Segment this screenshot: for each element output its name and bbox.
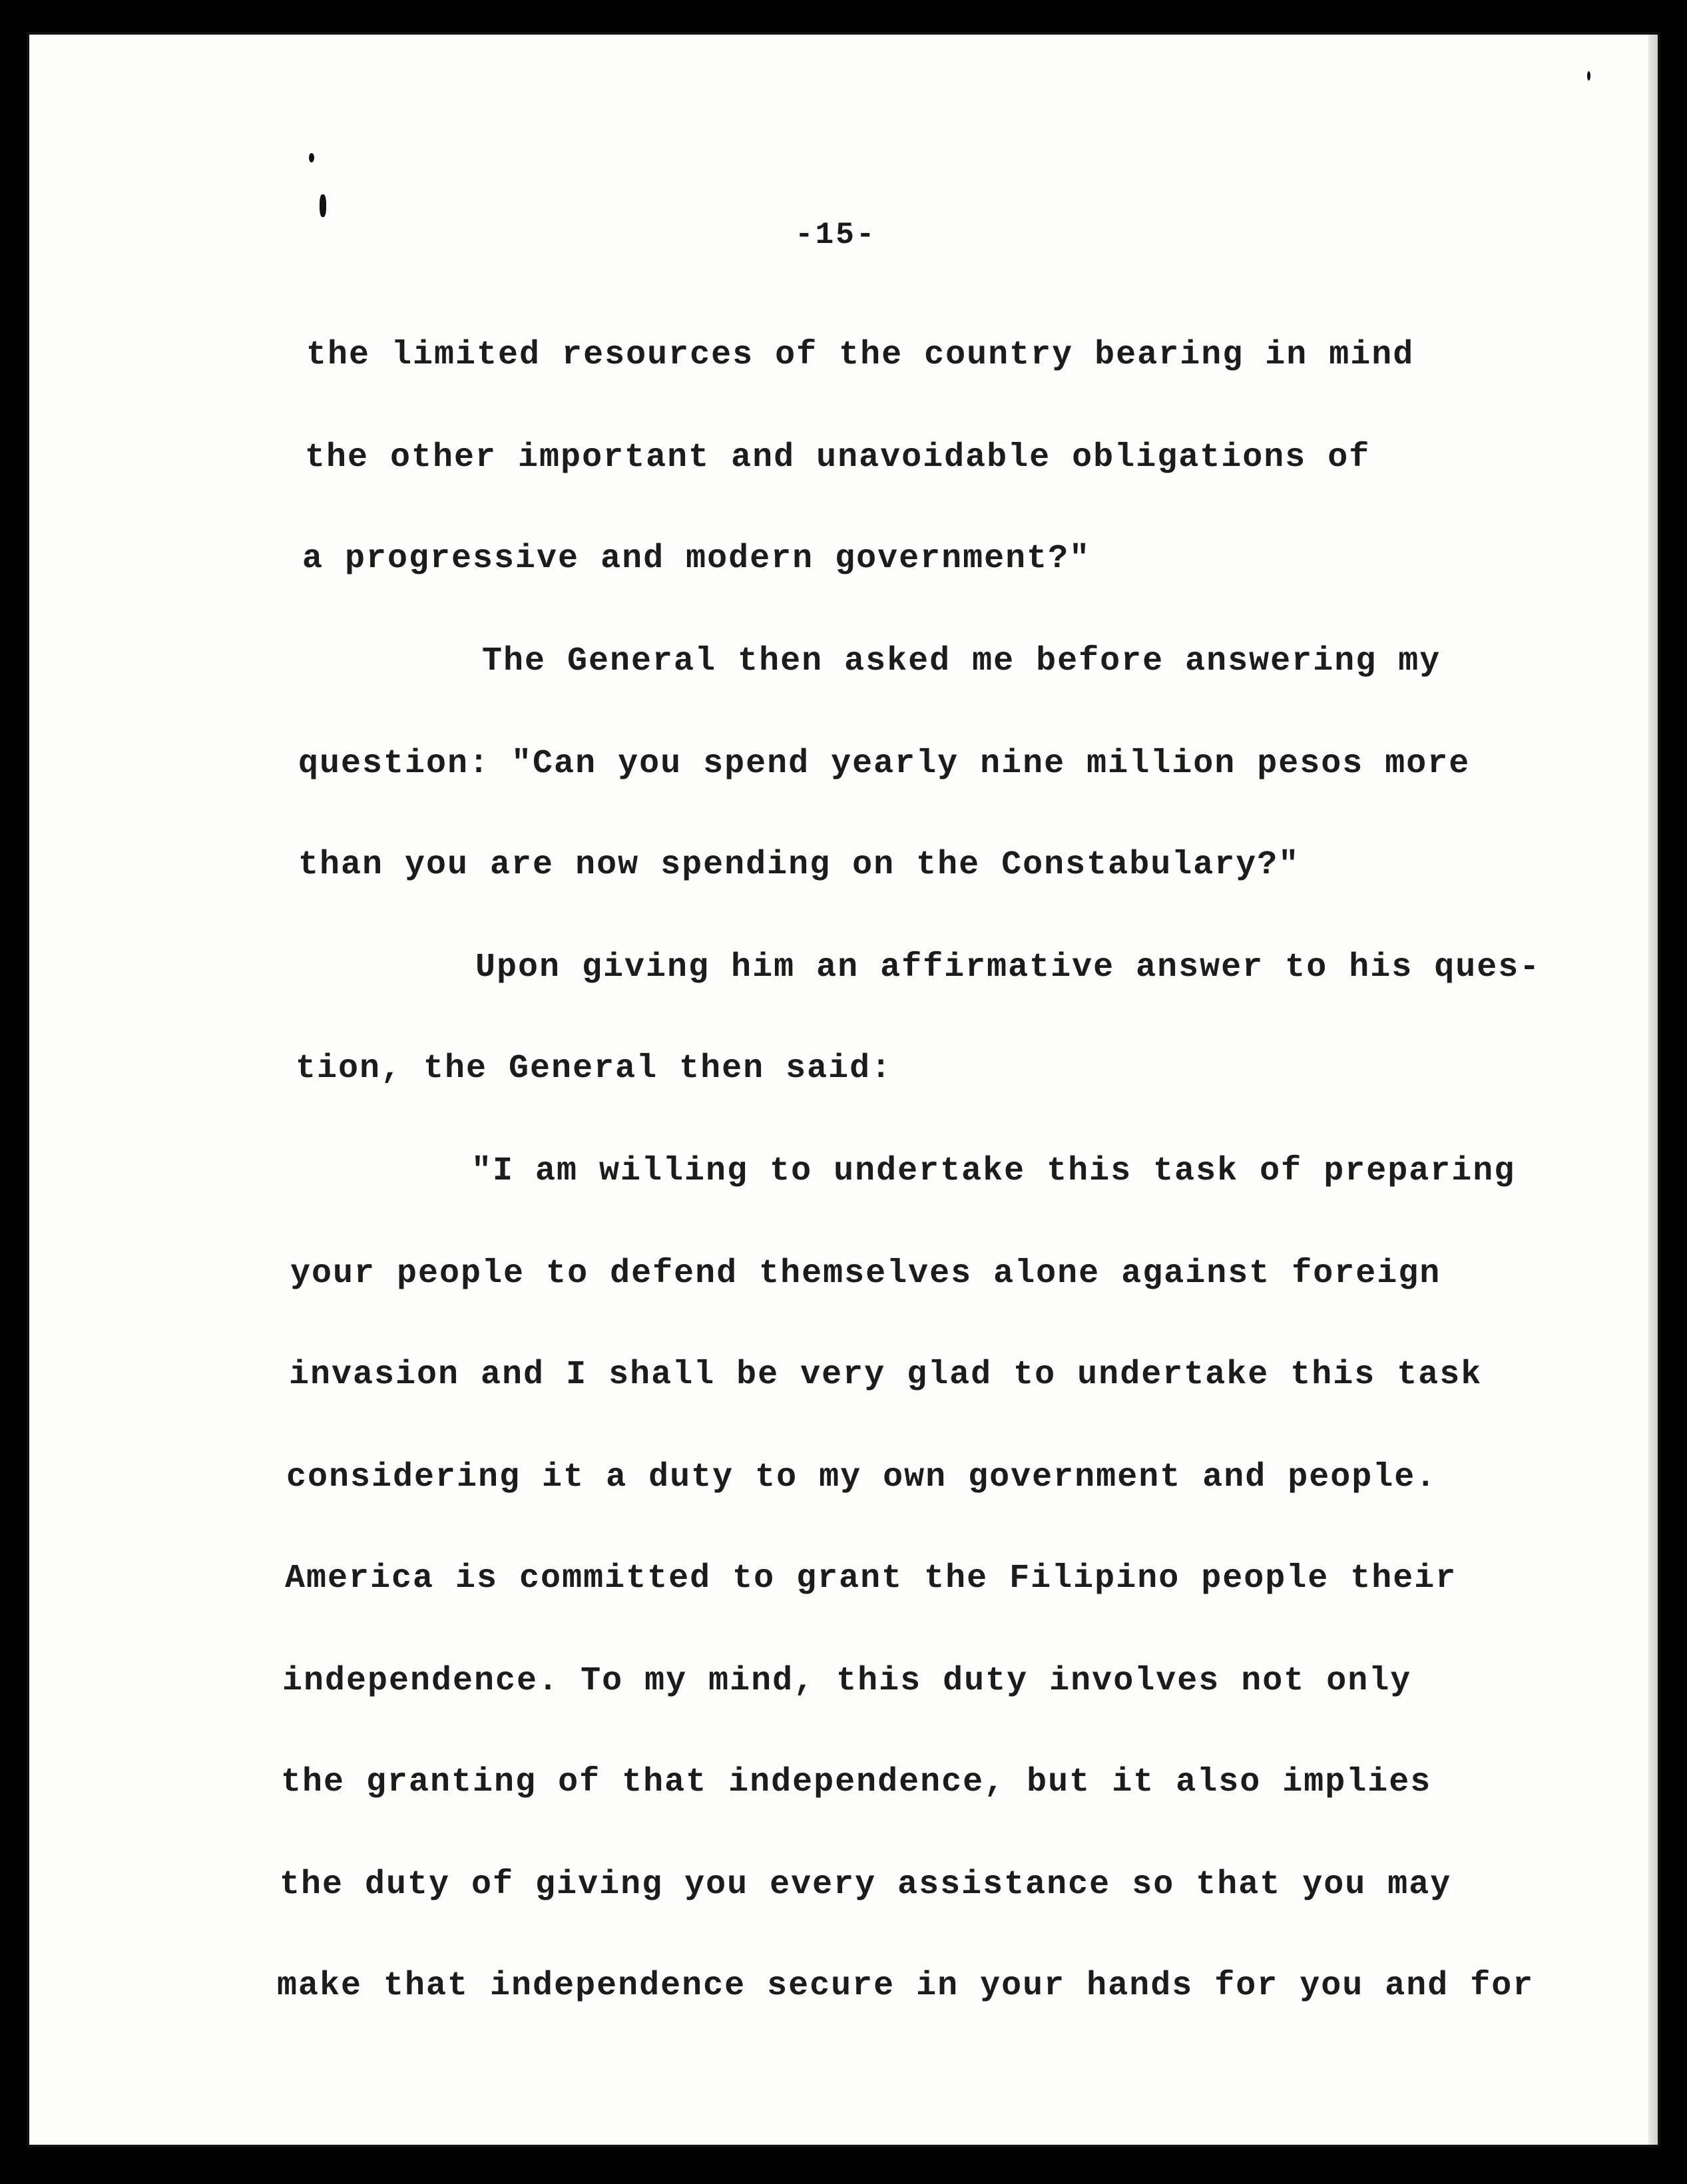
text-line: tion, the General then said:	[296, 1050, 893, 1088]
text-line: make that independence secure in your hands for you and for	[277, 1967, 1535, 2005]
text-line: question: "Can you spend yearly nine million pesos more	[298, 745, 1471, 783]
text-line: your people to defend themselves alone against foreign	[290, 1255, 1441, 1293]
text-line: the other important and unavoidable obligations of	[305, 439, 1371, 477]
text-line: the limited resources of the country bearing in mind	[306, 336, 1415, 374]
text-line: considering it a duty to my own government and people.	[286, 1458, 1437, 1496]
text-line: America is committed to grant the Filipino people their	[285, 1560, 1457, 1598]
text-line: Upon giving him an affirmative answer to his ques-	[475, 949, 1541, 986]
text-line: invasion and I shall be very glad to undertake this task	[289, 1356, 1483, 1394]
ink-speck	[309, 153, 314, 162]
ink-speck	[320, 194, 326, 217]
text-line: The General then asked me before answering my	[482, 642, 1441, 680]
text-line: the granting of that independence, but it also implies	[281, 1763, 1432, 1801]
document-page	[29, 35, 1658, 2145]
text-line: a progressive and modern government?"	[302, 540, 1091, 578]
text-line: independence. To my mind, this duty involves not only	[282, 1662, 1412, 1700]
text-line: the duty of giving you every assistance so that you may	[280, 1866, 1452, 1904]
text-line: than you are now spending on the Constabulary?"	[298, 846, 1300, 884]
page-number: -15-	[795, 218, 877, 252]
text-line: "I am willing to undertake this task of preparing	[471, 1152, 1516, 1190]
ink-speck	[1587, 71, 1590, 81]
